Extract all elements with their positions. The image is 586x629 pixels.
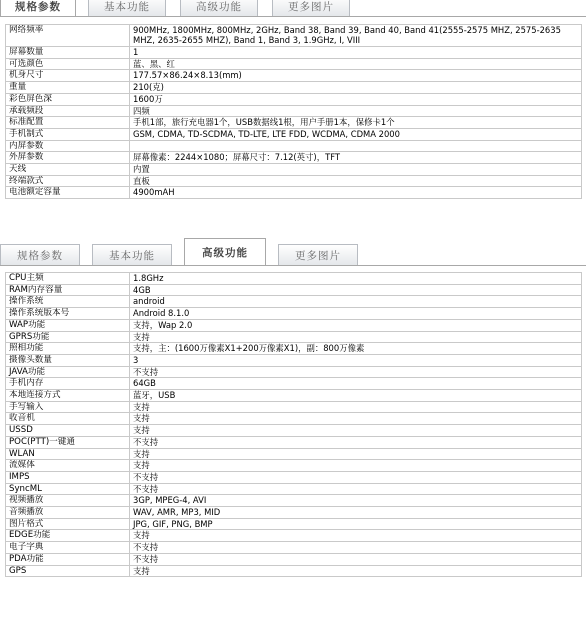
advanced-table (5, 272, 582, 577)
table-row (6, 105, 582, 117)
spec-key: IMPS (6, 471, 130, 483)
tab-label: 基本功能 (109, 250, 155, 262)
spec-key: 电子字典 (6, 542, 130, 554)
table-row (6, 495, 582, 507)
table-row (6, 483, 582, 495)
tab-advanced[interactable] (180, 0, 258, 17)
spec-value: android (130, 296, 582, 308)
tab-specs[interactable] (0, 244, 80, 266)
spec-key: 电池额定容量 (6, 187, 130, 199)
tab-label: 基本功能 (104, 1, 150, 13)
spec-key: 手机内存 (6, 378, 130, 390)
tab-label: 规格参数 (15, 1, 61, 13)
top-tab-bar (0, 0, 586, 17)
table-row (6, 401, 582, 413)
spec-value: 1 (130, 47, 582, 59)
spec-key: 操作系统版本号 (6, 308, 130, 320)
spec-key: 流媒体 (6, 460, 130, 472)
table-row (6, 117, 582, 129)
mid-tab-bar (0, 238, 586, 266)
spec-value: 支持 (130, 460, 582, 472)
spec-value: GSM, CDMA, TD-SCDMA, TD-LTE, LTE FDD, WCDMA, CDMA 2000 (130, 128, 582, 140)
spec-value: 177.57×86.24×8.13(mm) (130, 70, 582, 82)
table-row (6, 331, 582, 343)
spec-key: 可选颜色 (6, 58, 130, 70)
spec-key: 照相功能 (6, 343, 130, 355)
table-row (6, 273, 582, 285)
spec-key: RAM内存容量 (6, 284, 130, 296)
spec-value: 不支持 (130, 483, 582, 495)
spec-key: SyncML (6, 483, 130, 495)
spec-key: 承载频段 (6, 105, 130, 117)
spec-key: JAVA功能 (6, 366, 130, 378)
spec-key: WAP功能 (6, 319, 130, 331)
spec-value: 3 (130, 354, 582, 366)
tab-label: 更多图片 (295, 250, 341, 262)
spec-key: WLAN (6, 448, 130, 460)
table-row (6, 343, 582, 355)
spec-value: JPG, GIF, PNG, BMP (130, 518, 582, 530)
table-row (6, 319, 582, 331)
spec-value: 4GB (130, 284, 582, 296)
spec-key: GPS (6, 565, 130, 577)
tab-divider (0, 265, 586, 266)
spec-value: 支持 (130, 401, 582, 413)
table-row (6, 284, 582, 296)
table-row (6, 425, 582, 437)
table-row (6, 82, 582, 94)
spec-value: 不支持 (130, 542, 582, 554)
spec-key: 操作系统 (6, 296, 130, 308)
table-row (6, 70, 582, 82)
spec-value: Android 8.1.0 (130, 308, 582, 320)
tab-more-images[interactable] (278, 244, 358, 266)
spec-value: 900MHz, 1800MHz, 800MHz, 2GHz, Band 38, Band 39, Band 40, Band 41(2555-2575 MHZ, 2575-2635 MHZ, 2635-2655 MHZ), Band 1, Band 3, 1.9GHz, I, VIII (130, 25, 582, 47)
table-row (6, 413, 582, 425)
tab-specs[interactable] (0, 0, 76, 17)
table-row (6, 378, 582, 390)
table-row (6, 471, 582, 483)
spec-value: 1.8GHz (130, 273, 582, 285)
table-row (6, 390, 582, 402)
spec-value: 四频 (130, 105, 582, 117)
spec-value: 支持 (130, 425, 582, 437)
spec-key: 外屏参数 (6, 152, 130, 164)
table-row (6, 354, 582, 366)
spec-value: WAV, AMR, MP3, MID (130, 507, 582, 519)
table-row (6, 152, 582, 164)
spec-value: 支持 (130, 331, 582, 343)
spec-value: 蓝牙，USB (130, 390, 582, 402)
spec-key: 机身尺寸 (6, 70, 130, 82)
spec-key: 手机制式 (6, 128, 130, 140)
spec-key: 图片格式 (6, 518, 130, 530)
table-row (6, 518, 582, 530)
spec-value: 屏幕像素：2244×1080；屏幕尺寸：7.12(英寸)，TFT (130, 152, 582, 164)
tab-label: 规格参数 (17, 250, 63, 262)
table-row (6, 175, 582, 187)
table-row (6, 460, 582, 472)
spec-value: 不支持 (130, 366, 582, 378)
table-row (6, 553, 582, 565)
spec-table (5, 24, 582, 199)
spec-key: 手写输入 (6, 401, 130, 413)
spec-key: 收音机 (6, 413, 130, 425)
table-row (6, 47, 582, 59)
spec-key: 终端款式 (6, 175, 130, 187)
table-row (6, 140, 582, 152)
spec-value: 210(克) (130, 82, 582, 94)
table-row (6, 128, 582, 140)
spec-key: 重量 (6, 82, 130, 94)
table-row (6, 448, 582, 460)
tab-label: 高级功能 (196, 1, 242, 13)
table-row (6, 187, 582, 199)
spec-value: 支持 (130, 565, 582, 577)
spec-value: 手机1部，旅行充电器1个，USB数据线1根，用户手册1本，保修卡1个 (130, 117, 582, 129)
spec-value: 不支持 (130, 436, 582, 448)
spec-value (130, 140, 582, 152)
spec-key: 摄像头数量 (6, 354, 130, 366)
table-row (6, 25, 582, 47)
spec-key: 天线 (6, 164, 130, 176)
spec-value: 1600万 (130, 93, 582, 105)
tab-more-images[interactable] (272, 0, 350, 17)
spec-value: 支持 (130, 448, 582, 460)
spec-value: 直板 (130, 175, 582, 187)
tab-basic[interactable] (92, 244, 172, 266)
spec-value: 蓝、黑、红 (130, 58, 582, 70)
spec-key: 视频播放 (6, 495, 130, 507)
spec-value: 支持 (130, 530, 582, 542)
table-row (6, 507, 582, 519)
tab-basic[interactable] (88, 0, 166, 17)
tab-label: 更多图片 (288, 1, 334, 13)
spec-value: 支持，主：(1600万像素X1+200万像素X1)，副：800万像素 (130, 343, 582, 355)
table-row (6, 565, 582, 577)
table-row (6, 58, 582, 70)
tab-label: 高级功能 (202, 247, 248, 259)
spec-value: 4900mAH (130, 187, 582, 199)
table-row (6, 530, 582, 542)
spec-key: 网络频率 (6, 25, 130, 47)
spec-key: USSD (6, 425, 130, 437)
spec-value: 支持，Wap 2.0 (130, 319, 582, 331)
spec-key: EDGE功能 (6, 530, 130, 542)
spec-key: 音频播放 (6, 507, 130, 519)
spec-key: 彩色屏色深 (6, 93, 130, 105)
spec-key: PDA功能 (6, 553, 130, 565)
tab-advanced[interactable] (184, 238, 266, 266)
spec-key: 标准配置 (6, 117, 130, 129)
table-row (6, 542, 582, 554)
table-row (6, 296, 582, 308)
spec-key: GPRS功能 (6, 331, 130, 343)
table-row (6, 366, 582, 378)
table-row (6, 308, 582, 320)
spec-key: 内屏参数 (6, 140, 130, 152)
spec-key: CPU主频 (6, 273, 130, 285)
spec-value: 内置 (130, 164, 582, 176)
table-row (6, 436, 582, 448)
spec-value: 支持 (130, 413, 582, 425)
table-row (6, 164, 582, 176)
spec-value: 不支持 (130, 471, 582, 483)
spec-value: 3GP, MPEG-4, AVI (130, 495, 582, 507)
spec-key: POC(PTT)一键通 (6, 436, 130, 448)
spec-key: 本地连接方式 (6, 390, 130, 402)
spec-value: 不支持 (130, 553, 582, 565)
tab-divider (0, 16, 586, 17)
spec-key: 屏幕数量 (6, 47, 130, 59)
spec-value: 64GB (130, 378, 582, 390)
table-row (6, 93, 582, 105)
